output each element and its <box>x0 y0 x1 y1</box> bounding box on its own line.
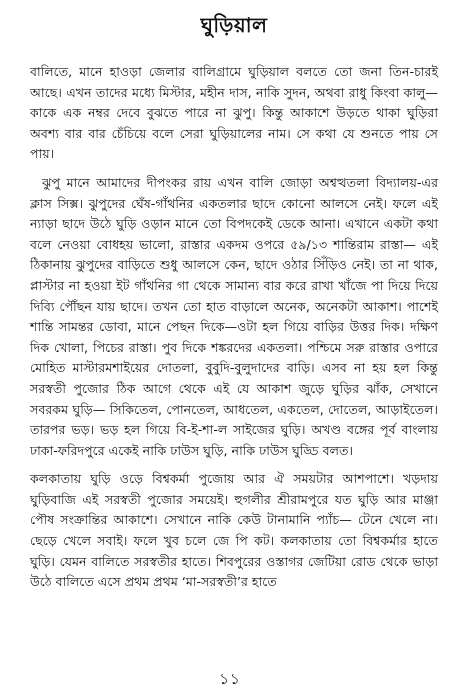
page-number: ১১ <box>219 670 241 688</box>
page-title: ঘুড়িয়াল <box>200 13 268 37</box>
document-body <box>30 62 438 593</box>
paragraph-2: ঝুপু মানে আমাদের দীপংকর রায় এখন বালি জোড়া অশ্বত্থতলা বিদ্যালয়-এর ক্লাস সিক্স। ঝুপুদের ঘেঁষ-গাঁথনির একতলার ছাদে কোনো আলসে নেই। ফলে এই ন্যাড়া ছাদে উঠে ঘুড়ি ওড়ান মানে তো বিপদকেই ডেকে আনা। এখানে একটা কথা বলে নেওয়া বোধহয় ভালো, রাস্তার একদম ওপরে ৫৯/১৩ শান্তিরাম রাস্তা— এই ঠিকানায় ঝুপুদের বাড়িতে শুধু আলসে কেন, ছাদে ওঠার সিঁড়িও নেই। তা না থাক, প্লাস্টার না হওয়া ইট গাঁথনির গা থেকে সামান্য বার করে রাখা খাঁজে পা দিয়ে দিয়ে দিব্যি পৌঁছন যায় ছাদে। তখন তো হাত বাড়ালে অনেক, অনেকটা আকাশ। পাশেই শান্তি সামন্তর ডোবা, মানে পেছন দিকে—ওটা হল গিয়ে বাড়ির উত্তর দিক। দক্ষিণ দিক খোলা, পিচের রাস্তা। পুব দিকে শঙ্করদের একতলা। পশ্চিমে সরু রাস্তার ওপারে মোহিত মাস্টারমশাইয়ের দোতলা, বুবুদি-বুলুদাদের বাড়ি। এসব না হয় হল কিন্তু সরস্বতী পুজোর ঠিক আগে থেকে এই যে আকাশ জুড়ে ঘুড়ির ঝাঁক, সেখানে সবরকম ঘুড়ি— সিকিতেল, পোনতেল, আধতেল, একতেল, দোতেল, আড়াইতেল। তারপর ভড়। ভড় হল গিয়ে বি-ই-শা-ল সাইজের ঘুড়ি। অখণ্ড বঙ্গের পূর্ব বাংলায় ঢাকা-ফরিদপুরে একেই নাকি ঢাউস ঘুড়ি, নাকি ঢাউস ঘুড্ডি বলত। <box>30 174 438 458</box>
paragraph-1: বালিতে, মানে হাওড়া জেলার বালিগ্রামে ঘুড়িয়াল বলতে তো জনা তিন-চারই আছে। এখন তাদের মধ্যে মিস্টার, মহীন দাস, নাকি সুদন, অথবা রাধু কিংবা কালু— কাকে এক নম্বর দেবে বুঝতে পারে না ঝুপু। কিন্তু আকাশে উড়তে থাকা ঘুড়িরা অবশ্য বার বার চেঁচিয়ে বলে সেরা ঘুড়িয়ালের নাম। সে কথা যে শুনতে পায় সে পায়। <box>30 64 438 162</box>
paragraph-3: কলকাতায় ঘুড়ি ওড়ে বিশ্বকর্মা পুজোয় আর ঐ সময়টার আশপাশে। খড়দায় ঘুড়িবাজি এই সরস্বতী পুজোর সময়েই। হুগলীর শ্রীরামপুরে যত ঘুড়ি আর মাঞ্জা পৌষ সংক্রান্তির আকাশে। সেখানে নাকি কেউ টানামানি প্যাঁচ— টেনে খেলে না। ছেড়ে খেলে সবাই। ফলে খুব চলে জে পি কট। কলকাতায় তো বিশ্বকর্মার হাতে ঘুড়ি। যেমন বালিতে সরস্বতীর হাতে। শিবপুরের ওস্তাগর জেটিয়া রোড থেকে ভাড়া উঠে বালিতে এসে প্রথম প্রথম ‘মা-সরস্বতী’র হাতে <box>30 471 438 590</box>
